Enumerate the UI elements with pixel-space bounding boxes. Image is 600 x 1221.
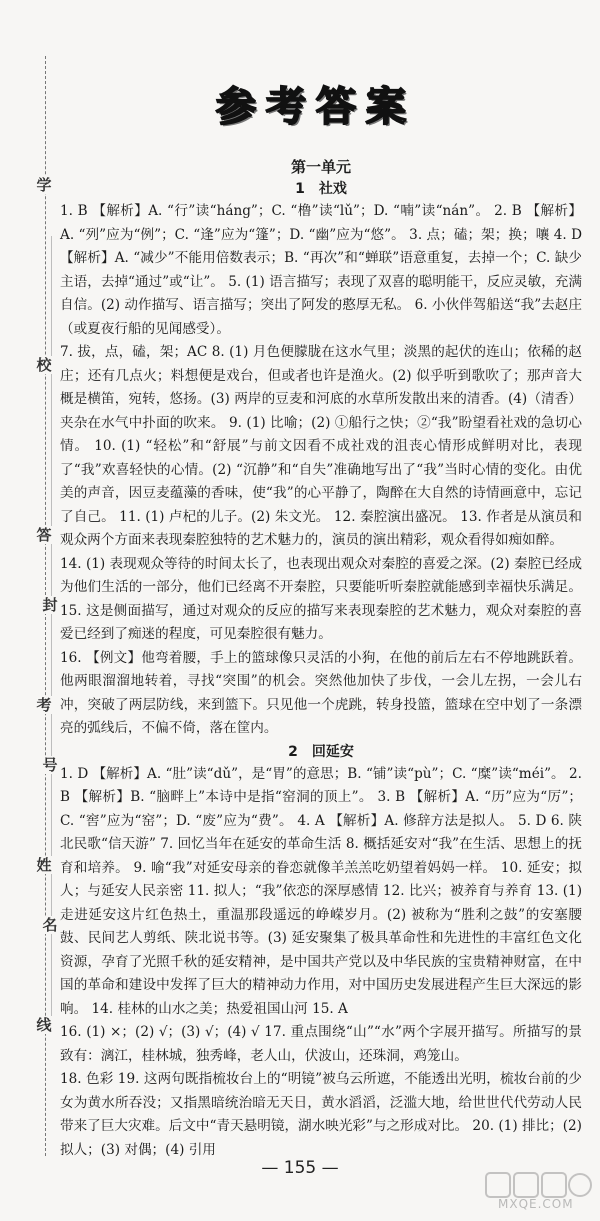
binding-margin [34,56,58,1156]
answer-paragraph: 16. 【例文】他弯着腰，手上的篮球像只灵活的小狗，在他的前后左右不停地跳跃着。他两眼溜溜地转着，寻找“突围”的机会。突然他加快了步伐，一会儿左拐，一会儿右冲，突破了两层防线，来到篮下。只见他一个虎跳，转身投篮，篮球在空中划了一条漂亮的弧线后，不偏不倚，落在筐内。 [60,649,582,736]
answer-content [60,156,582,1162]
watermark-icon [484,1170,592,1200]
margin-label: 学 [34,176,54,194]
lesson-title: 1 社戏 [295,181,347,197]
margin-label: 校 [34,356,54,374]
unit-title: 第一单元 [290,158,351,176]
margin-label: 名 [40,916,60,934]
answer-paragraph: 16. (1) ×；(2) √；(3) √；(4) √ 17. 重点围绕“山”“水”两个字展开描写。所描写的景致有：漓江，桂林城，独秀峰，老人山，伏波山，还珠洞，鸡笼山。 [60,1024,582,1064]
answer-paragraph: 1. D 【解析】A. “肚”读“dǔ”，是“胃”的意思；B. “铺”读“pù”；C. “糜”读“méi”。 2. B 【解析】B. “脑畔上”本诗中是指“窑洞的顶上”。 3. B 【解析】A. “历”应为“厉”；C. “窖”应为“窑”；D. “废”应为“费”。 4. A 【解析】A. 修辞方法是拟人。 5. D 6. 陕北民歌“信天游” 7. 回忆当年在延安的革命生活 8. 概括延安对“我”在生活、思想上的抚育和培养。 9. 喻“我”对延安母亲的眷恋就像羊羔羔吃奶望着妈妈一样。 10. 延安；拟人；与延安人民亲密 11. 拟人；“我”依恋的深厚感情 12. 比兴；被养育与养育 13. (1) 走进延安这片红色热土，重温那段遥远的峥嵘岁月。(2) 被称为“胜利之鼓”的安塞腰鼓、民间艺人剪纸、陕北说书等。(3) 延安聚集了极具革命性和先进性的丰富红色文化资源，孕育了光照千秋的延安精神，是中国共产党以及中华民族的宝贵精神财富，在中国的革命和建设中发挥了巨大的精神动力作用，对中国历史发展进程产生巨大深远的影响。 14. 桂林的山水之美；热爱祖国山河 15. A [60,765,582,1017]
margin-label: 线 [34,1016,54,1034]
title-char: 考 [266,82,306,130]
page-number: — 155 — [261,1158,339,1178]
watermark-logo [484,1170,592,1216]
answer-paragraph: 14. (1) 表现观众等待的时间太长了，也表现出观众对秦腔的喜爱之深。(2) 秦腔已经成为他们生活的一部分，他们已经离不开秦腔，只要能听听秦腔就能感到幸福快乐满足。 15. 这是侧面描写，通过对观众的反应的描写来表现秦腔的艺术魅力，观众对秦腔的喜爱已经到了痴迷的程度，可见秦腔很有魅力。 [60,555,582,642]
margin-label: 号 [40,756,60,774]
answer-paragraph: 1. B 【解析】A. “行”读“háng”；C. “橹”读“lǔ”；D. “喃”读“nán”。 2. B 【解析】A. “列”应为“例”；C. “逢”应为“篷”；D. “幽”应为“悠”。 3. 点；磕；架；换；嚷 4. D 【解析】A. “减少”不能用倍数表示；B. “再次”和“蝉联”语意重复，去掉一个；C. 缺少主语，去掉“通过”或“让”。 5. (1) 语言描写；表现了双喜的聪明能干，反应灵敏，充满自信。(2) 动作描写、语言描写；突出了阿发的憨厚无私。 6. 小伙伴驾船送“我”去赵庄（或夏夜行船的见闻感受）。 [60,203,582,337]
page-title [196,70,426,136]
lesson-title: 2 回延安 [288,743,354,760]
title-char: 参 [216,82,256,130]
watermark-text: MXQE.COM [498,1197,574,1211]
answer-paragraph: 18. 色彩 19. 这两句既指梳妆台上的“明镜”被乌云所遮，不能透出光明，梳妆台前的少女为黄水所吞没；又指黑暗统治暗无天日，黄水滔滔，泛滥大地，给世世代代劳动人民带来了巨大灾难。后文中“青天悬明镜，湖水映光彩”与之形成对比。 20. (1) 排比；(2) 拟人；(3) 对偶；(4) 引用 [60,1071,582,1158]
title-char: 案 [366,82,406,130]
title-char: 答 [316,82,356,130]
binding-solid-line [51,236,52,1016]
margin-label: 封 [40,596,60,614]
margin-label: 姓 [34,856,54,874]
margin-label: 答 [34,526,54,544]
margin-label: 考 [34,696,54,714]
answer-paragraph: 7. 拔，点，磕，架；AC 8. (1) 月色便朦胧在这水气里；淡黑的起伏的连山；依稀的赵庄；还有几点火；料想便是戏台，但或者也许是渔火。(2) 似乎听到歌吹了；那声音大概是横笛，宛转，悠扬。(3) 两岸的豆麦和河底的水草所发散出来的清香。(4)（清香）夹杂在水气中扑面的吹来。 9. (1) 比喻；(2) ①船行之快；②“我”盼望看社戏的急切心情。 10. (1) “轻松”和“舒展”与前文因看不成社戏的沮丧心情形成鲜明对比，表现了“我”欢喜轻快的心情。(2) “沉静”和“自失”准确地写出了“我”当时心情的变化。由优美的声音，因豆麦蕴藻的香味，使“我”的心平静了，陶醉在大自然的诗情画意中，忘记了自己。 11. (1) 卢杞的儿子。(2) 朱文光。 12. 秦腔演出盛况。 13. 作者是从演员和观众两个方面来表现秦腔独特的艺术魅力的，演员的演出精彩，观众看得如痴如醉。 [60,344,582,548]
